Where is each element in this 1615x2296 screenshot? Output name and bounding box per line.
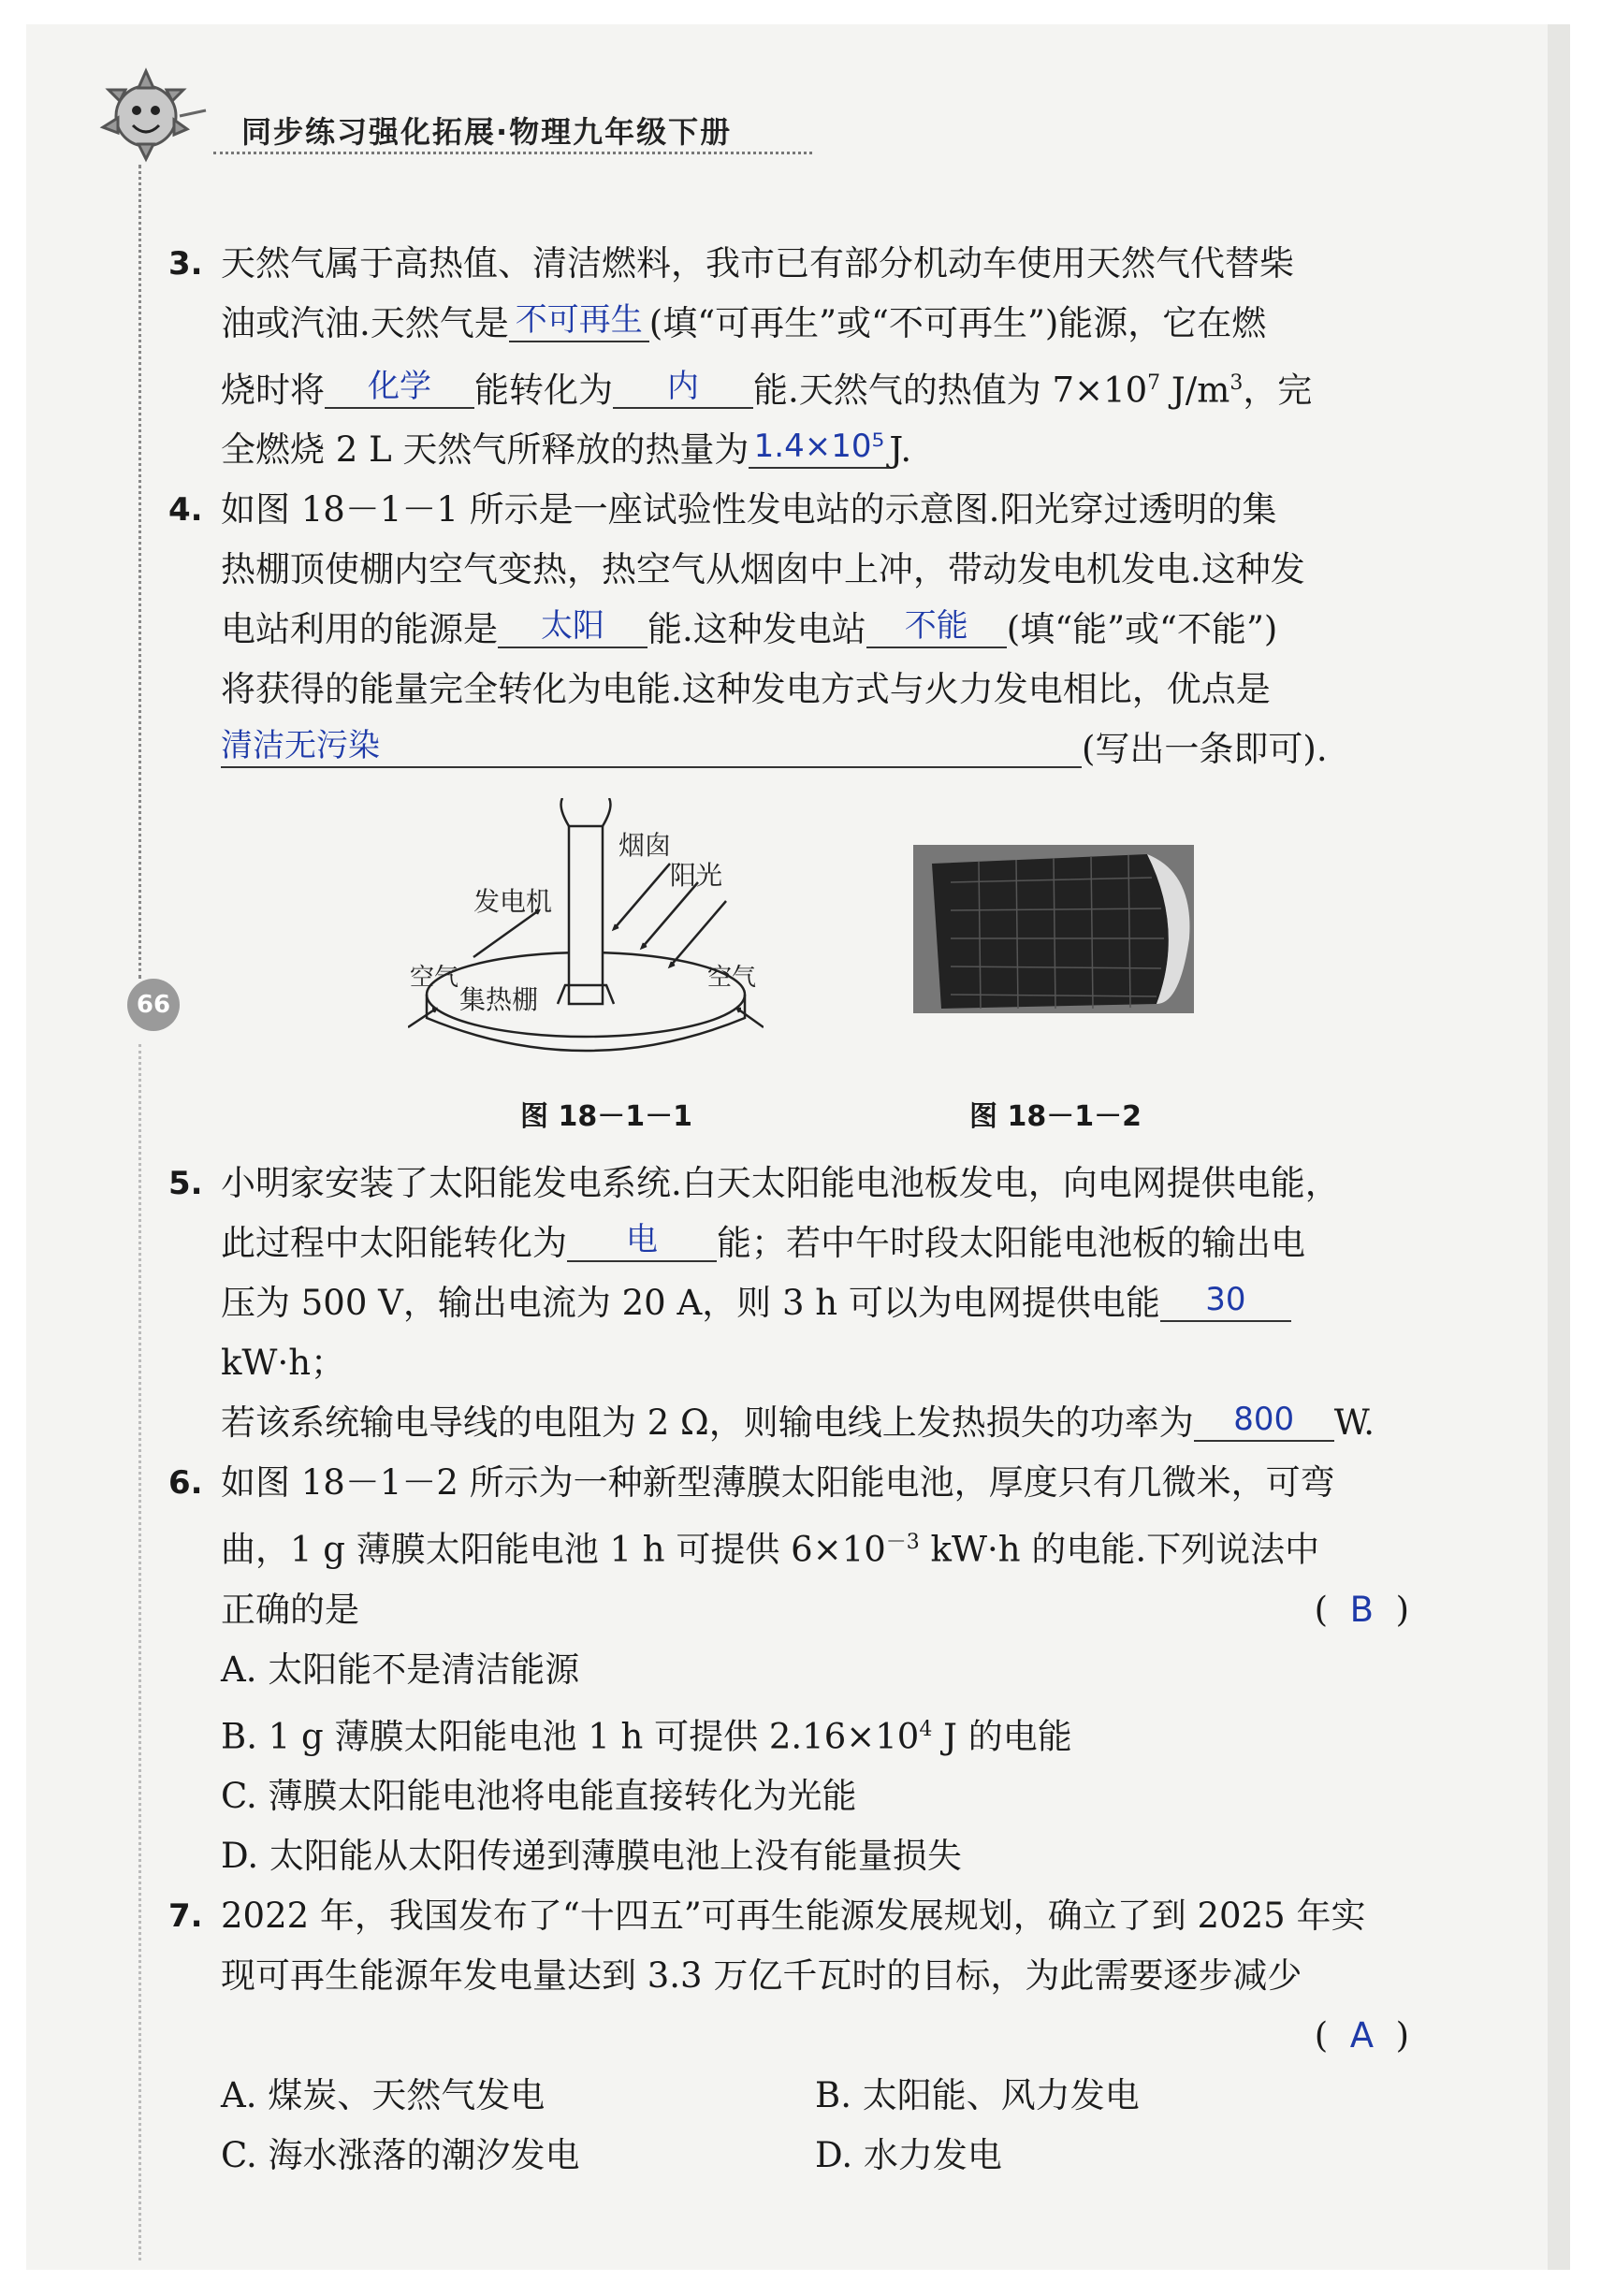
option-b: B. 太阳能、风力发电: [815, 2074, 1140, 2115]
text: kW·h；: [221, 1343, 346, 1384]
option-d: D. 太阳能从太阳传递到薄膜电池上没有能量损失: [221, 1835, 962, 1876]
text: 2022 年，我国发布了“十四五”可再生能源发展规划，确立了到 2025 年实: [221, 1895, 1366, 1936]
text: 正确的是: [221, 1589, 359, 1630]
text: 此过程中太阳能转化为: [221, 1223, 567, 1264]
handwritten-answer: 不能: [904, 607, 968, 646]
figure-caption: 图 18－1－1: [520, 1100, 692, 1134]
label-sunlight: 阳光: [670, 860, 723, 892]
label-chimney: 烟囱: [618, 830, 672, 862]
option-c: C. 海水涨落的潮汐发电: [221, 2134, 580, 2175]
text: (填“能”或“不能”): [1006, 609, 1278, 650]
question-number: 7.: [168, 1896, 203, 1935]
text: 将获得的能量完全转化为电能.这种发电方式与火力发电相比，优点是: [221, 669, 1271, 710]
answer-blank: [1160, 1275, 1291, 1322]
answer-blank: [221, 721, 1082, 768]
label-shed: 集热棚: [459, 984, 539, 1016]
text: (填“可再生”或“不可再生”)能源，它在燃: [648, 303, 1267, 343]
answer-bracket: ( B ): [1314, 1589, 1409, 1630]
handwritten-answer: B: [1349, 1589, 1375, 1630]
superscript: －3: [885, 1531, 920, 1555]
handwritten-answer: 太阳: [541, 607, 604, 646]
handwritten-answer: 不可再生: [515, 301, 643, 339]
handwritten-answer: 内: [667, 368, 699, 406]
text: 油或汽油.天然气是: [221, 303, 509, 343]
text: 全燃烧 2 L 天然气所释放的热量为: [221, 429, 749, 471]
text: 烧时将: [221, 370, 325, 411]
handwritten-answer: 30: [1205, 1281, 1246, 1319]
text: 小明家安装了太阳能发电系统.白天太阳能电池板发电，向电网提供电能，: [221, 1163, 1340, 1204]
answer-blank: [1194, 1395, 1334, 1442]
question-7: [168, 1886, 1409, 2186]
question-5: [168, 1154, 1409, 1453]
answer-blank: [509, 296, 649, 342]
content: [168, 234, 1409, 2186]
option-c: C. 薄膜太阳能电池将电能直接转化为光能: [221, 1775, 857, 1816]
question-4: [168, 480, 1409, 779]
superscript: 4: [919, 1717, 933, 1741]
text: W.: [1333, 1402, 1375, 1444]
text: kW·h 的电能.下列说法中: [919, 1529, 1320, 1570]
text: 压为 500 V，输出电流为 20 A，则 3 h 可以为电网提供电能: [221, 1283, 1160, 1324]
text: 如图 18－1－2 所示为一种新型薄膜太阳能电池，厚度只有几微米，可弯: [221, 1462, 1335, 1504]
text: (写出一条即可).: [1082, 729, 1328, 770]
page-edge: [1548, 24, 1570, 2270]
handwritten-answer: 电: [626, 1221, 658, 1259]
text: 现可再生能源年发电量达到 3.3 万亿千瓦时的目标，为此需要逐步减少: [221, 1955, 1302, 1996]
page-number: 66: [127, 979, 180, 1031]
label-generator: 发电机: [473, 886, 553, 918]
answer-blank: [498, 602, 647, 648]
superscript: 7: [1147, 371, 1161, 395]
option-b: B. 1 g 薄膜太阳能电池 1 h 可提供 $2.16\times 10^4$ J 的电能: [221, 1715, 1072, 1756]
question-3: [168, 234, 1409, 480]
text: 能转化为: [474, 370, 613, 411]
question-number: 4.: [168, 491, 203, 530]
option-a: A. 太阳能不是清洁能源: [221, 1649, 580, 1690]
header-title: 同步练习强化拓展·物理九年级下册: [241, 114, 733, 150]
sun-mascot-icon: [90, 62, 211, 165]
text: 电站利用的能源是: [221, 609, 498, 650]
text: 能.这种发电站: [647, 609, 866, 650]
answer-blank: [866, 602, 1007, 648]
question-number: 5.: [168, 1165, 203, 1203]
header-divider: [213, 152, 812, 154]
option-a: A. 煤炭、天然气发电: [221, 2074, 546, 2115]
text: 若该系统输电导线的电阻为 2 Ω，则输电线上发热损失的功率为: [221, 1402, 1194, 1444]
text: J.: [889, 429, 912, 471]
text: 能；若中午时段太阳能电池板的输出电: [717, 1223, 1305, 1264]
label-air-left: 空气: [410, 964, 459, 993]
figures: [221, 779, 1409, 1154]
handwritten-answer: 800: [1233, 1401, 1295, 1439]
side-divider: [138, 165, 141, 979]
text: 曲，1 g 薄膜太阳能电池 1 h 可提供 6×10: [221, 1529, 886, 1570]
answer-blank: [613, 362, 753, 409]
handwritten-answer: A: [1349, 2014, 1375, 2056]
text: 能.天然气的热值为 7×10: [753, 370, 1148, 411]
side-divider-lower: [138, 1044, 141, 2260]
answer-blank: [567, 1215, 717, 1262]
answer-blank: [325, 362, 474, 409]
handwritten-answer: 1.4×10⁵: [753, 428, 885, 466]
figure-caption: 图 18－1－2: [969, 1100, 1142, 1134]
question-number: 6.: [168, 1464, 203, 1503]
text: 如图 18－1－1 所示是一座试验性发电站的示意图.阳光穿过透明的集: [221, 489, 1277, 530]
answer-blank: [749, 422, 889, 469]
thin-film-solar-cell-photo: [913, 845, 1194, 1013]
text: 天然气属于高热值、清洁燃料，我市已有部分机动车使用天然气代替柴: [221, 243, 1294, 283]
superscript: 3: [1229, 371, 1244, 395]
text: J/m: [1160, 370, 1230, 411]
text: ，完: [1243, 370, 1313, 411]
answer-bracket: ( A ): [1314, 2014, 1409, 2056]
question-6: [168, 1453, 1409, 1886]
power-station-diagram: [408, 798, 764, 1069]
handwritten-answer: 清洁无污染: [221, 727, 380, 765]
option-d: D. 水力发电: [815, 2134, 1002, 2175]
text: 热棚顶使棚内空气变热，热空气从烟囱中上冲，带动发电机发电.这种发: [221, 549, 1305, 590]
question-number: 3.: [168, 245, 203, 283]
label-air-right: 空气: [707, 964, 757, 993]
handwritten-answer: 化学: [368, 368, 431, 406]
